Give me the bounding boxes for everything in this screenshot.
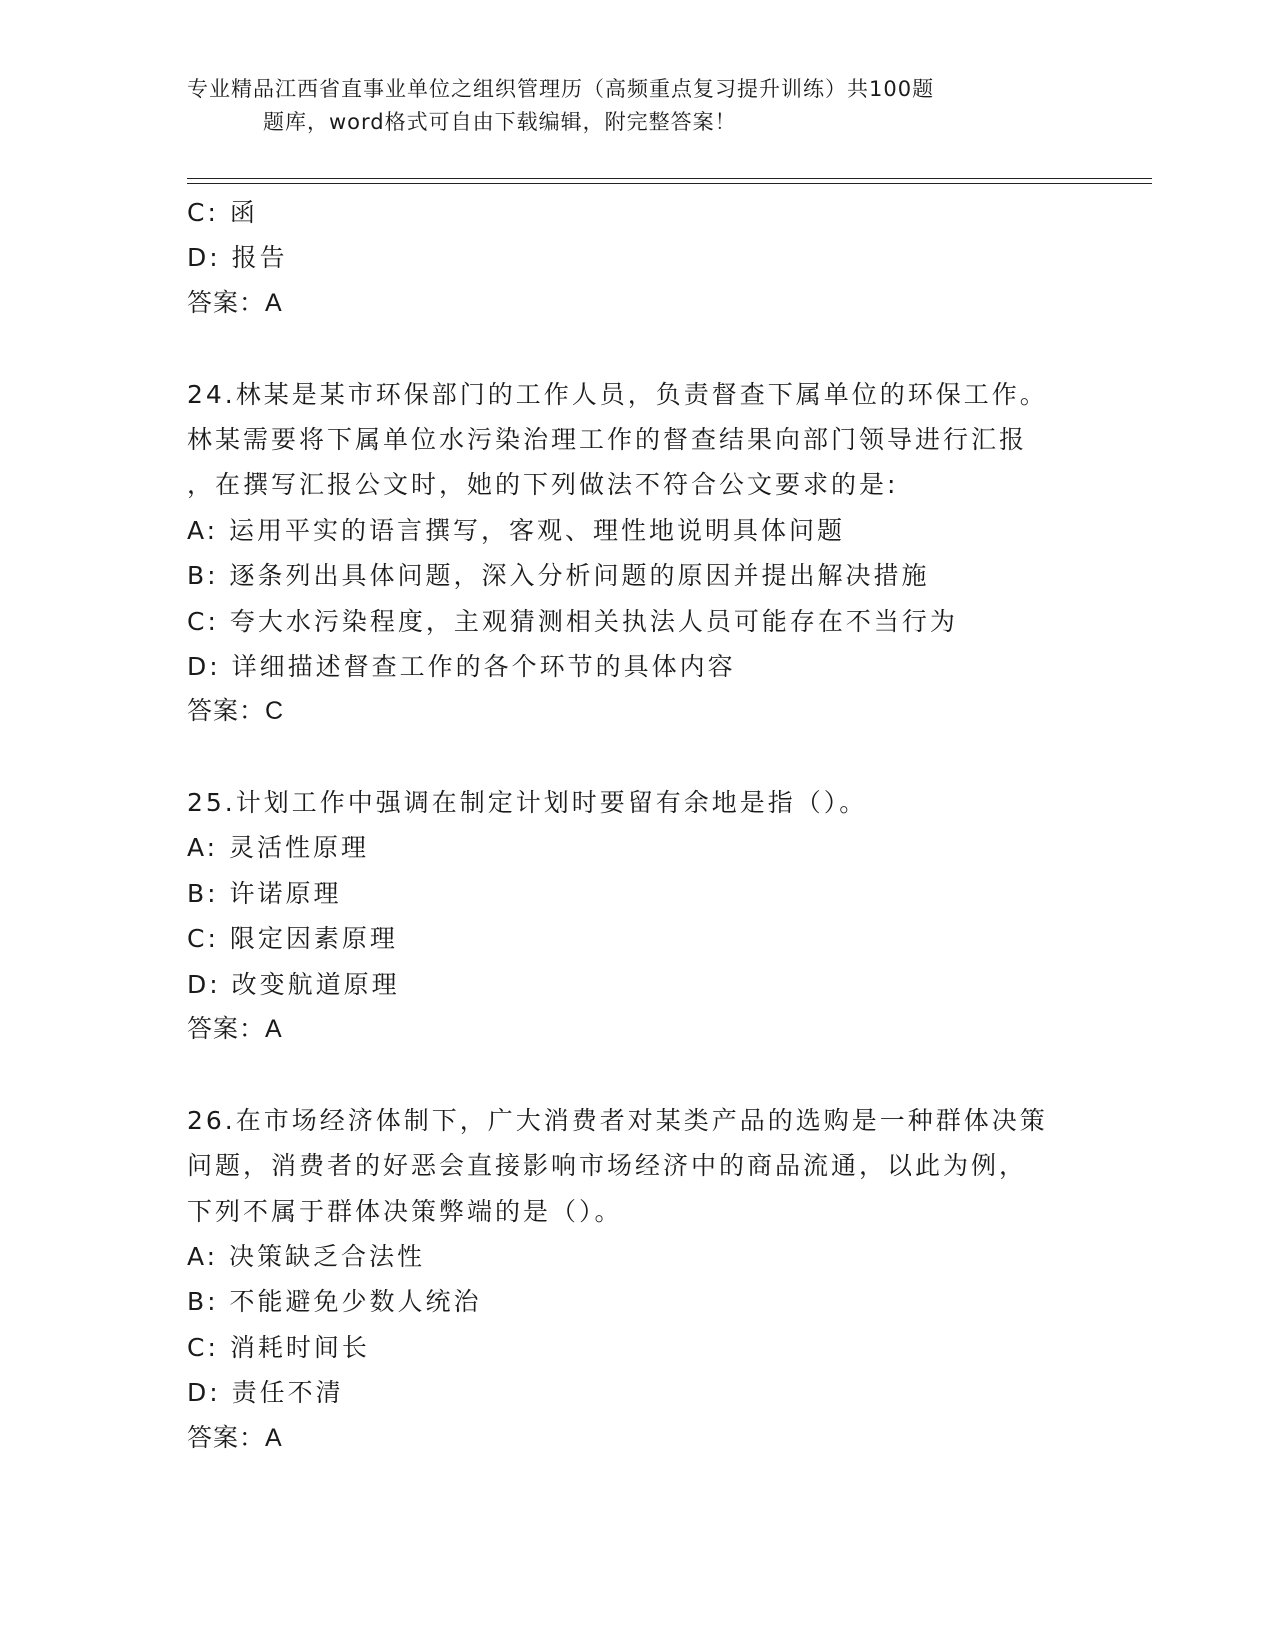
spacer [187, 735, 1147, 780]
option-b: B: 许诺原理 [187, 878, 342, 908]
option-a: A: 运用平实的语言撰写，客观、理性地说明具体问题 [187, 515, 846, 545]
question-content [187, 190, 1147, 1461]
option-d: D: 报告 [187, 243, 288, 273]
header-divider-top [187, 178, 1152, 179]
question-stem: 26.在市场经济体制下，广大消费者对某类产品的选购是一种群体决策 [187, 1105, 1048, 1135]
option-d: D: 责任不清 [187, 1378, 344, 1408]
answer-line: 答案：A [187, 1015, 283, 1044]
option-d: D: 详细描述督查工作的各个环节的具体内容 [187, 651, 736, 681]
option-a: A: 决策缺乏合法性 [187, 1241, 426, 1271]
option-c: C: 夸大水污染程度，主观猜测相关执法人员可能存在不当行为 [187, 606, 958, 636]
answer-line: 答案：C [187, 697, 285, 726]
spacer [187, 326, 1147, 371]
question-block-25 [187, 780, 1147, 1052]
question-block-23-tail [187, 190, 1147, 326]
question-stem: 24.林某是某市环保部门的工作人员，负责督查下属单位的环保工作。 [187, 379, 1048, 409]
question-block-26 [187, 1098, 1147, 1461]
question-stem: 林某需要将下属单位水污染治理工作的督查结果向部门领导进行汇报 [187, 424, 1028, 454]
option-a: A: 灵活性原理 [187, 833, 370, 863]
option-c: C: 限定因素原理 [187, 924, 398, 954]
question-stem: 下列不属于群体决策弊端的是（）。 [187, 1196, 623, 1226]
question-block-24 [187, 372, 1147, 735]
answer-line: 答案：A [187, 1423, 283, 1452]
spacer [187, 1052, 1147, 1097]
option-c: C: 函 [187, 198, 258, 227]
question-stem: 25.计划工作中强调在制定计划时要留有余地是指（）。 [187, 788, 868, 818]
option-d: D: 改变航道原理 [187, 969, 400, 999]
option-c: C: 消耗时间长 [187, 1332, 370, 1362]
header-divider-bottom [187, 183, 1152, 184]
header-title-line1: 专业精品江西省直事业单位之组织管理历（高频重点复习提升训练）共100题 [187, 77, 935, 101]
option-b: B: 不能避免少数人统治 [187, 1287, 482, 1317]
question-stem: ，在撰写汇报公文时，她的下列做法不符合公文要求的是: [187, 470, 899, 500]
question-stem: 问题，消费者的好恶会直接影响市场经济中的商品流通，以此为例， [187, 1151, 1028, 1181]
header-title-line2: 题库，word格式可自由下载编辑，附完整答案！ [263, 110, 737, 134]
option-b: B: 逐条列出具体问题，深入分析问题的原因并提出解决措施 [187, 561, 930, 591]
answer-line: 答案：A [187, 288, 283, 317]
